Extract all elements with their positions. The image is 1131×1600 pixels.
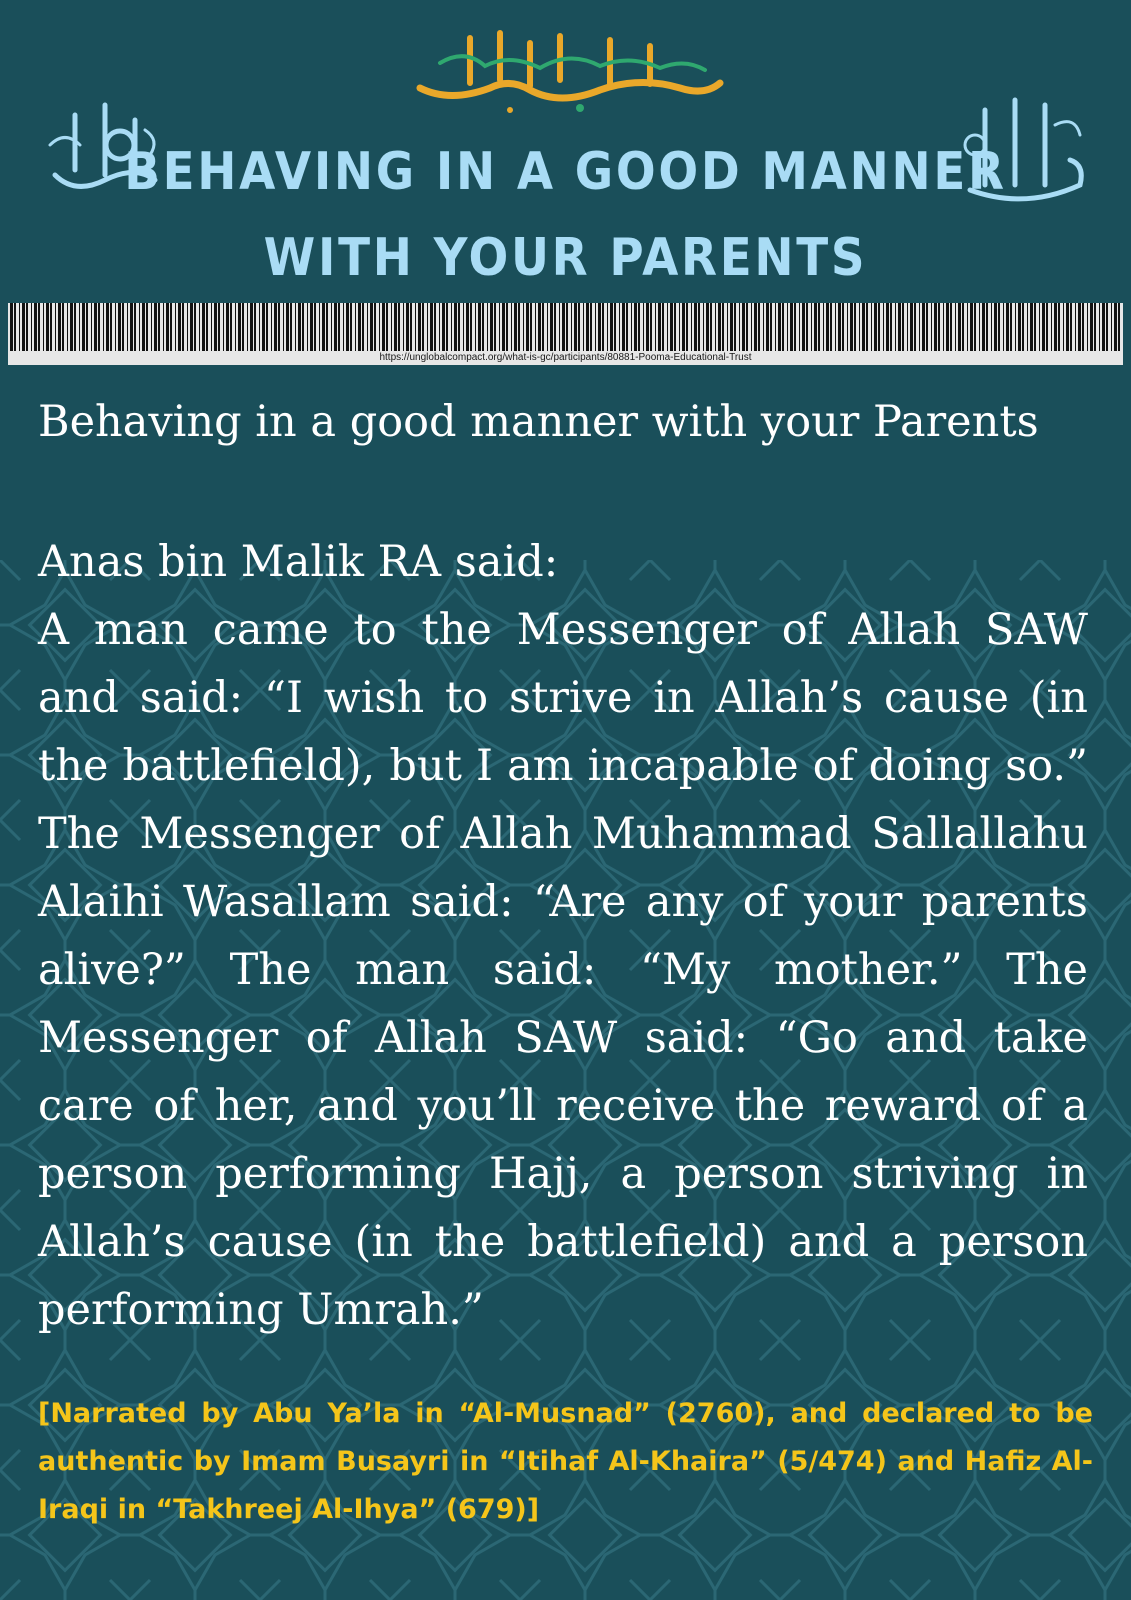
narrator-line: Anas bin Malik RA said:: [38, 537, 559, 587]
header: [0, 0, 1131, 300]
content-heading: Behaving in a good manner with your Parents: [38, 397, 1039, 447]
hadith-text: A man came to the Messenger of Allah SAW and said: “I wish to strive in Allah’s cause (in the battlefield), but I am incapable of doing so.” The Messenger of Allah Muhammad Sallallahu Alaihi Wasallam said: “Are any of your parents alive?” The man said: “My mother.” The Messenger of Allah SAW said: “Go and take care of her, and you’ll receive the reward of a person performing Hajj, a person striving in Allah’s cause (in the battlefield) and a person performing Umrah.”: [38, 605, 1088, 1335]
hadith-content: [38, 388, 1088, 1344]
basmala-calligraphy: [410, 18, 730, 118]
barcode-url: https://unglobalcompact.org/what-is-gc/participants/80881-Pooma-Educational-Trust: [8, 351, 1123, 365]
citation-reference: [Narrated by Abu Ya’la in “Al-Musnad” (2760), and declared to be authentic by Imam Busayri in “Itihaf Al-Khaira” (5/474) and Hafiz Al-Iraqi in “Takhreej Al-Ihya” (679)]: [38, 1398, 1093, 1525]
barcode-bars: [8, 303, 1123, 351]
barcode: [8, 303, 1123, 365]
title-line-1: BEHAVING IN A GOOD MANNER: [124, 142, 1007, 202]
title-line-2: WITH YOUR PARENTS: [263, 228, 868, 288]
